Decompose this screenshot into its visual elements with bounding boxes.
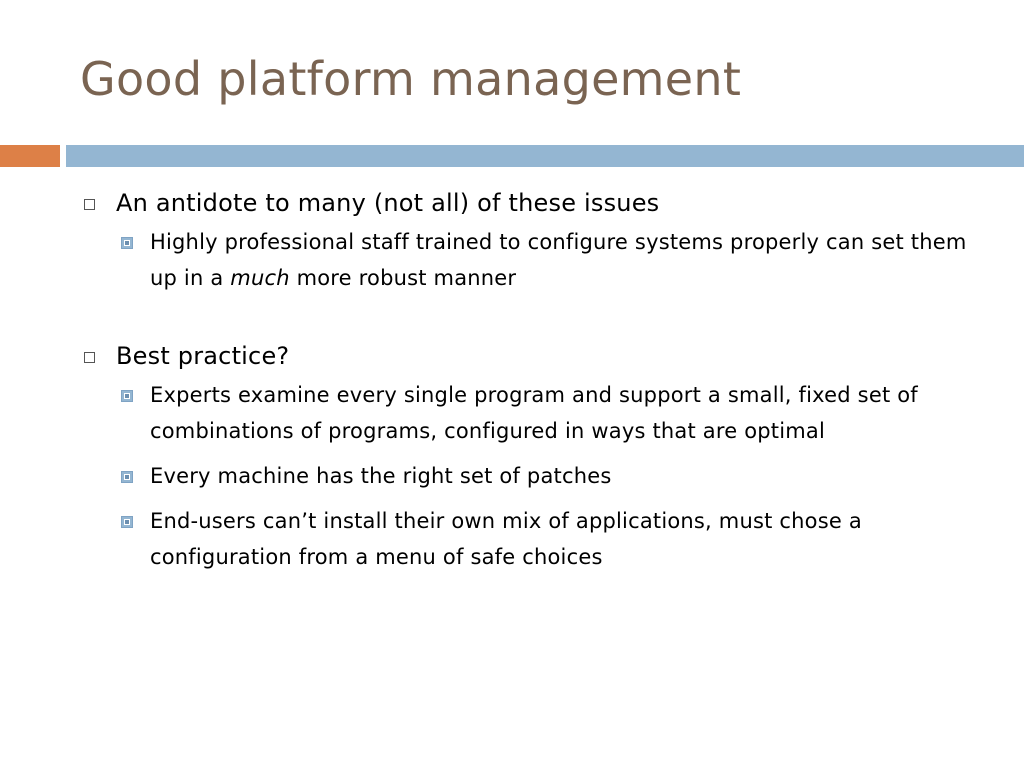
- bullet-text: An antidote to many (not all) of these issues: [116, 189, 660, 217]
- bullet-text: Experts examine every single program and support a small, fixed set of combinations of programs, configured in ways that are optimal: [150, 383, 918, 443]
- bullet-text: End-users can’t install their own mix of applications, must chose a configuration from a menu of safe choices: [150, 509, 862, 569]
- bullet-level2: [116, 224, 980, 296]
- hollow-square-icon: [84, 199, 95, 210]
- filled-square-icon: [121, 237, 133, 249]
- sub-bullet-list: [84, 377, 984, 575]
- bullet-text: Highly professional staff trained to configure systems properly can set them up in a: [150, 230, 967, 290]
- bullet-level2: [116, 458, 980, 494]
- accent-bar: [0, 145, 60, 167]
- bullet-level2: [116, 377, 980, 449]
- bullet-text: Every machine has the right set of patches: [150, 464, 612, 488]
- title-underline-bar: [66, 145, 1024, 167]
- emphasis-text: much: [230, 266, 290, 290]
- slide-title: Good platform management: [80, 52, 742, 106]
- sub-bullet-list: [84, 224, 984, 296]
- slide-content: [84, 186, 984, 584]
- filled-square-icon: [121, 390, 133, 402]
- bullet-text: Best practice?: [116, 342, 290, 370]
- bullet-level2: [116, 503, 980, 575]
- bullet-level1: [84, 339, 984, 373]
- hollow-square-icon: [84, 352, 95, 363]
- filled-square-icon: [121, 516, 133, 528]
- bullet-text: more robust manner: [289, 266, 517, 290]
- filled-square-icon: [121, 471, 133, 483]
- bullet-level1: [84, 186, 984, 220]
